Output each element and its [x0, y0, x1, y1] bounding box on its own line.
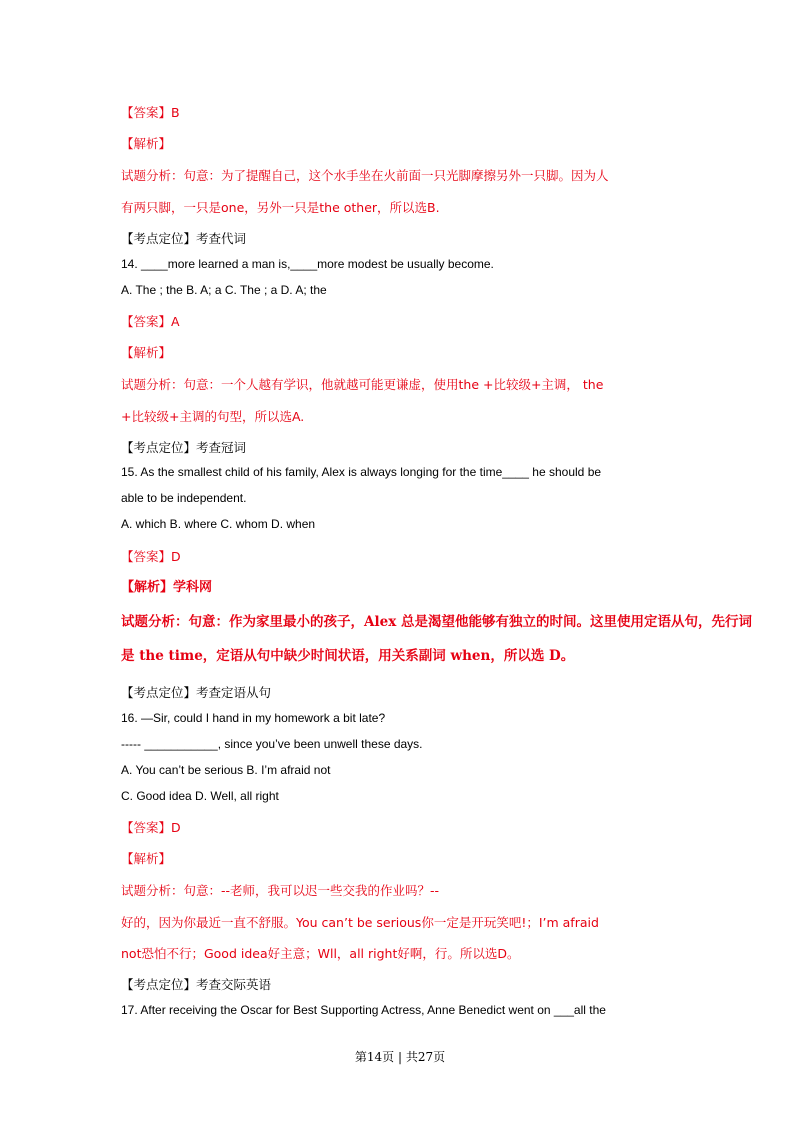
analysis-text: +比较级+主调的句型，所以选A. — [121, 409, 305, 424]
analysis-text: 是 the time，定语从句中缺少时间状语，用关系副词 when，所以选 D。 — [121, 648, 575, 664]
analysis-label: 【解析】 — [121, 136, 172, 151]
question-options: A. which B. where C. whom D. when — [121, 517, 316, 531]
analysis-text: 试题分析：句意：一个人越有学识，他就越可能更谦虚，使用the +比较级+主调， the — [121, 377, 604, 392]
answer-label: 【答案】B — [121, 105, 180, 120]
question-text: 16. —Sir, could I hand in my homework a bit late? — [121, 711, 386, 725]
topic-label: 【考点定位】考查交际英语 — [121, 977, 272, 992]
question-text: 14. ____more learned a man is,____more modest be usually become. — [121, 257, 494, 271]
topic-label: 【考点定位】考查定语从句 — [121, 685, 272, 700]
question-options: C. Good idea D. Well, all right — [121, 789, 279, 803]
question-text: 15. As the smallest child of his family, Alex is always longing for the time____ he should be — [121, 465, 602, 479]
question-text: ----- ___________, since you’ve been unwell these days. — [121, 737, 423, 751]
analysis-text: 试题分析：句意：--老师，我可以迟一些交我的作业吗？-- — [121, 883, 440, 898]
answer-label: 【答案】D — [121, 820, 181, 835]
topic-label: 【考点定位】考查代词 — [121, 231, 247, 246]
answer-label: 【答案】A — [121, 314, 180, 329]
analysis-label: 【解析】 — [121, 345, 172, 360]
analysis-text: 试题分析：句意：作为家里最小的孩子，Alex 总是渴望他能够有独立的时间。这里使用定语从句，先行词 — [121, 614, 752, 630]
analysis-text: not恐怕不行；Good idea好主意；Wll，all right好啊，行。所以选D。 — [121, 946, 520, 961]
analysis-text: 试题分析：句意：为了提醒自己，这个水手坐在火前面一只光脚摩擦另外一只脚。因为人 — [121, 168, 609, 183]
analysis-label: 【解析】学科网 — [121, 580, 213, 595]
question-options: A. The ; the B. A; a C. The ; a D. A; the — [121, 283, 327, 297]
topic-label: 【考点定位】考查冠词 — [121, 440, 247, 455]
analysis-text: 好的，因为你最近一直不舒服。You can’t be serious你一定是开玩笑吧!；I’m afraid — [121, 915, 599, 930]
analysis-text: 有两只脚，一只是one，另外一只是the other，所以选B. — [121, 200, 440, 215]
question-options: A. You can’t be serious B. I’m afraid not — [121, 763, 331, 777]
page-footer: 第14页 | 共27页 — [354, 1050, 446, 1064]
analysis-label: 【解析】 — [121, 851, 172, 866]
question-text: 17. After receiving the Oscar for Best Supporting Actress, Anne Benedict went on ___all the — [121, 1003, 606, 1017]
answer-label: 【答案】D — [121, 549, 181, 564]
question-text: able to be independent. — [121, 491, 247, 505]
